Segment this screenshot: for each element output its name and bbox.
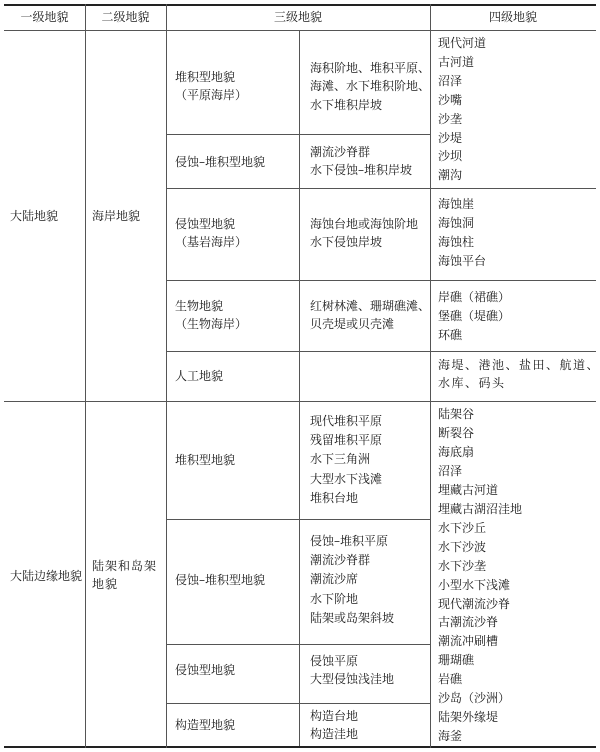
row-rule: [166, 280, 596, 281]
level3-features-cell: [310, 707, 358, 744]
level4-line: 埋藏古河道: [438, 482, 499, 497]
level4-line: 堡礁（堤礁）: [438, 308, 511, 323]
level4-line: 沙嘴: [438, 92, 463, 107]
level2-line: 海岸地貌: [92, 209, 141, 223]
level4-line: 海蚀崖: [438, 197, 475, 211]
feature-line: 构造洼地: [310, 727, 359, 742]
table-top-rule: [4, 4, 596, 6]
table-bottom-rule: [4, 746, 596, 748]
header-level2: 二级地貌: [101, 10, 150, 24]
column-rule: [85, 4, 86, 748]
level3-type-line: （基岩海岸）: [175, 235, 248, 250]
level4-line: 海蚀平台: [438, 253, 487, 268]
level4-line: 环礁: [438, 327, 463, 342]
level4-line: 水下沙丘: [438, 520, 487, 535]
level2-line: 地貌: [92, 577, 119, 592]
level3-type-line: 堆积型地貌: [175, 453, 236, 467]
feature-line: 残留堆积平原: [310, 433, 383, 448]
level3-type-line: 侵蚀型地貌: [175, 663, 236, 677]
level2-cell: [92, 557, 157, 594]
level2-cell: [92, 207, 140, 225]
row-rule: [166, 703, 430, 704]
level3-features-cell: [310, 215, 418, 252]
feature-line: 水下阶地: [310, 591, 359, 606]
feature-line: 侵蚀–堆积平原: [310, 534, 389, 548]
level4-line: 沙岛（沙洲）: [438, 691, 511, 706]
level3-type-line: 侵蚀型地貌: [175, 217, 236, 231]
level4-line: 埋藏古湖沼洼地: [438, 501, 523, 516]
level4-line: 珊瑚礁: [438, 653, 475, 668]
level3-type-line: （平原海岸）: [175, 88, 248, 103]
feature-line: 陆架或岛架斜坡: [310, 610, 395, 625]
row-rule: [166, 134, 430, 135]
level4-line: 潮沟: [438, 168, 463, 183]
row-rule: [166, 351, 596, 352]
level4-cell: [438, 356, 600, 393]
level3-type-line: 构造型地貌: [175, 718, 236, 732]
feature-line: 贝壳堤或贝壳滩: [310, 317, 395, 332]
level3-features-cell: [310, 59, 430, 114]
level4-line: 现代潮流沙脊: [438, 596, 511, 611]
column-rule: [299, 30, 300, 746]
level3-type-cell: [175, 297, 247, 334]
feature-line: 海积阶地、堆积平原、: [310, 61, 431, 75]
header-rule: [4, 30, 596, 31]
level3-type-cell: [175, 451, 235, 469]
level4-line: 海蚀洞: [438, 215, 475, 230]
level3-features-cell: [310, 143, 412, 180]
feature-line: 现代堆积平原: [310, 414, 383, 428]
level4-line: 海底扇: [438, 444, 475, 459]
level3-type-line: 人工地貌: [175, 369, 224, 383]
level4-line: 沙堤: [438, 130, 463, 145]
level4-line: 现代河道: [438, 36, 487, 50]
feature-line: 水下三角洲: [310, 452, 371, 467]
feature-line: 侵蚀平原: [310, 654, 359, 668]
level4-line: 古潮流沙脊: [438, 615, 499, 630]
level4-line: 海釜: [438, 729, 463, 744]
feature-line: 水下侵蚀岸坡: [310, 235, 383, 250]
feature-line: 大型水下浅滩: [310, 471, 383, 486]
level3-type-cell: [175, 716, 235, 734]
feature-line: 构造台地: [310, 709, 359, 723]
level3-features-cell: [310, 652, 394, 689]
level2-line: 陆架和岛架: [92, 559, 158, 573]
level3-type-line: 生物地貌: [175, 299, 224, 313]
level4-line: 海蚀柱: [438, 234, 475, 249]
column-rule: [166, 4, 167, 748]
level4-cell: [438, 34, 486, 185]
row-rule: [166, 644, 430, 645]
feature-line: 大型侵蚀浅洼地: [310, 672, 395, 687]
column-rule: [430, 4, 431, 748]
level4-line: 沙坝: [438, 149, 463, 164]
level4-line: 沼泽: [438, 463, 463, 478]
feature-line: 海蚀台地或海蚀阶地: [310, 217, 419, 231]
level3-type-cell: [175, 367, 223, 385]
level1-cell: 大陆边缘地貌: [10, 569, 83, 583]
level3-type-line: 堆积型地貌: [175, 70, 236, 84]
feature-line: 堆积台地: [310, 490, 359, 505]
level4-line: 水库、码头: [438, 376, 506, 391]
row-rule: [166, 188, 596, 189]
level4-line: 沙垄: [438, 111, 463, 126]
landform-classification-table: [4, 4, 600, 748]
group-rule: [4, 401, 596, 402]
feature-line: 水下侵蚀–堆积岸坡: [310, 163, 413, 178]
level4-line: 潮流冲刷槽: [438, 634, 499, 649]
level3-type-cell: [175, 571, 265, 589]
header-level1: 一级地貌: [20, 10, 69, 24]
header-level4: 四级地貌: [488, 10, 537, 24]
level4-line: 断裂谷: [438, 425, 475, 440]
level4-cell: [438, 405, 522, 746]
level4-cell: [438, 195, 486, 271]
level3-features-cell: [310, 412, 382, 508]
feature-line: 海滩、水下堆积阶地、: [310, 79, 431, 94]
level3-features-cell: [310, 297, 430, 334]
level3-type-cell: [175, 661, 235, 679]
level3-type-line: （生物海岸）: [175, 317, 248, 332]
feature-line: 潮流沙脊群: [310, 553, 371, 568]
level4-line: 水下沙波: [438, 539, 487, 554]
level3-type-cell: [175, 153, 265, 171]
level3-type-line: 侵蚀–堆积型地貌: [175, 155, 266, 169]
level4-line: 陆架外缘堤: [438, 710, 499, 725]
level4-line: 沼泽: [438, 73, 463, 88]
level4-line: 岩礁: [438, 672, 463, 687]
level4-line: 海堤、港池、盐田、航道、: [438, 358, 600, 372]
feature-line: 水下堆积岸坡: [310, 97, 383, 112]
level4-cell: [438, 288, 510, 345]
level3-type-cell: [175, 215, 247, 252]
header-level3: 三级地貌: [273, 10, 322, 24]
level4-line: 水下沙垄: [438, 558, 487, 573]
level3-type-cell: [175, 68, 247, 105]
level4-line: 古河道: [438, 54, 475, 69]
level4-line: 岸礁（裙礁）: [438, 290, 511, 304]
level4-line: 小型水下浅滩: [438, 577, 511, 592]
level4-line: 陆架谷: [438, 407, 475, 421]
feature-line: 潮流沙席: [310, 572, 359, 587]
level1-cell: 大陆地貌: [10, 209, 59, 223]
feature-line: 潮流沙脊群: [310, 145, 371, 159]
row-rule: [166, 519, 430, 520]
level3-type-line: 侵蚀–堆积型地貌: [175, 573, 266, 587]
level3-features-cell: [310, 532, 394, 628]
feature-line: 红树林滩、珊瑚礁滩、: [310, 299, 431, 313]
